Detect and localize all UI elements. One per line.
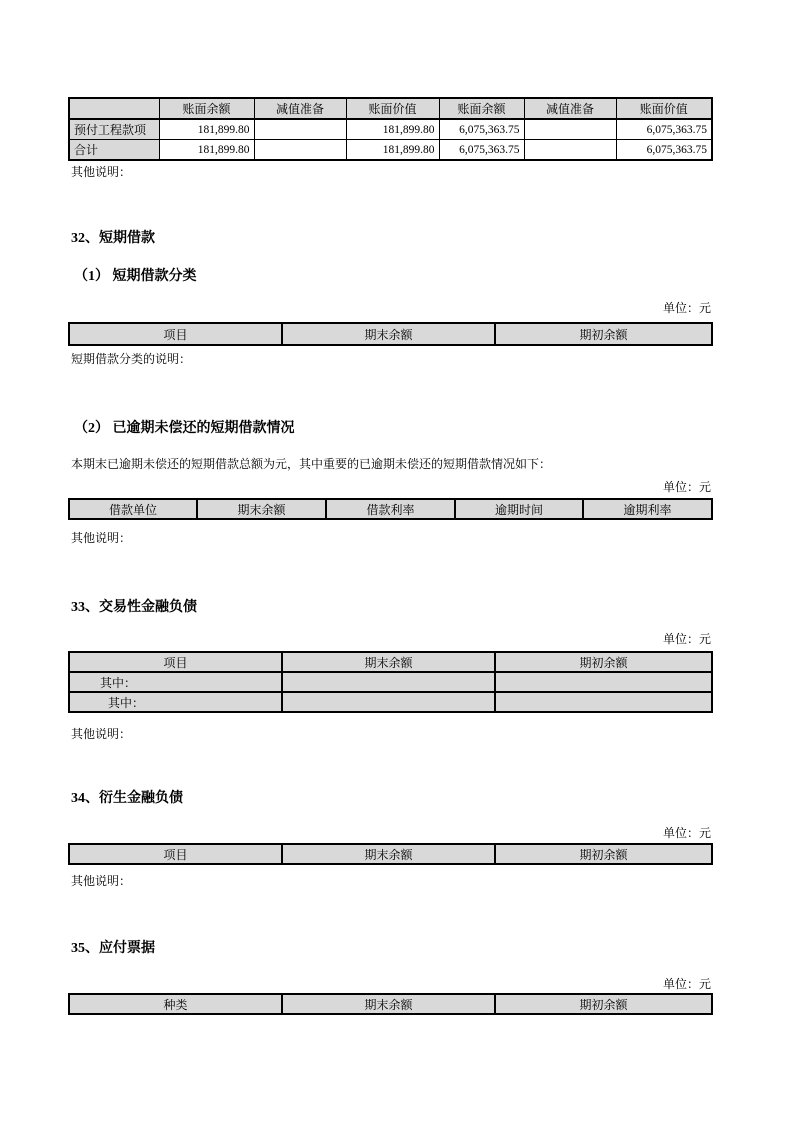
header-cell-closing-balance: 期末余额 [282, 844, 495, 864]
value-cell [524, 119, 616, 140]
other-notes-label: 其他说明： [71, 727, 132, 741]
value-cell [495, 692, 712, 712]
table-header-row [69, 652, 712, 672]
value-cell: 181,899.80 [159, 119, 254, 140]
section-32-title: 32、短期借款 [71, 231, 155, 246]
section-32-1-title: （1） 短期借款分类 [74, 269, 197, 284]
overdue-loans-table [68, 498, 713, 520]
header-cell-impairment-1: 减值准备 [254, 98, 346, 119]
header-cell-book-value-2: 账面价值 [616, 98, 712, 119]
header-cell-item: 项目 [69, 844, 282, 864]
header-cell-closing-balance: 期末余额 [282, 994, 495, 1014]
header-cell-overdue-rate: 逾期利率 [583, 499, 712, 519]
value-cell: 181,899.80 [346, 140, 439, 161]
header-cell-opening-balance: 期初余额 [495, 652, 712, 672]
table-row-including-2 [69, 692, 712, 712]
header-cell-book-value-1: 账面价值 [346, 98, 439, 119]
other-notes-label: 其他说明： [71, 874, 132, 888]
row-label-cell: 其中： [69, 672, 282, 692]
derivative-financial-liabilities-table [68, 843, 713, 865]
overdue-loans-paragraph: 本期末已逾期未偿还的短期借款总额为元，其中重要的已逾期未偿还的短期借款情况如下： [71, 457, 552, 471]
table-row-prepaid-construction [69, 119, 712, 140]
table-header-row [69, 994, 712, 1014]
short-term-loan-classification-table [68, 322, 713, 346]
table-row-including-1 [69, 672, 712, 692]
trading-financial-liabilities-table [68, 651, 713, 713]
header-cell-book-balance-1: 账面余额 [159, 98, 254, 119]
table-header-row [69, 844, 712, 864]
header-cell-book-balance-2: 账面余额 [439, 98, 524, 119]
value-cell: 6,075,363.75 [439, 140, 524, 161]
unit-label: 单位：元 [662, 977, 711, 991]
value-cell: 181,899.80 [159, 140, 254, 161]
header-cell-overdue-time: 逾期时间 [455, 499, 583, 519]
header-cell-closing-balance: 期末余额 [197, 499, 326, 519]
value-cell [495, 672, 712, 692]
header-cell-closing-balance: 期末余额 [282, 652, 495, 672]
header-cell-closing-balance: 期末余额 [282, 323, 495, 345]
header-cell-item: 项目 [69, 323, 282, 345]
section-35-title: 35、应付票据 [71, 941, 155, 956]
table-row-total [69, 140, 712, 161]
header-cell-type: 种类 [69, 994, 282, 1014]
notes-payable-table [68, 993, 713, 1015]
section-34-title: 34、衍生金融负债 [71, 791, 183, 806]
row-label-cell: 其中： [69, 692, 282, 712]
loan-classification-note: 短期借款分类的说明： [71, 352, 192, 366]
section-33-title: 33、交易性金融负债 [71, 600, 197, 615]
row-label-cell: 预付工程款项 [69, 119, 159, 140]
value-cell [282, 692, 495, 712]
value-cell: 6,075,363.75 [616, 140, 712, 161]
table-header-row [69, 98, 712, 119]
other-notes-label: 其他说明： [71, 531, 132, 545]
unit-label: 单位：元 [662, 632, 711, 646]
value-cell [524, 140, 616, 161]
table-header-row [69, 499, 712, 519]
prepayments-table [68, 97, 713, 161]
unit-label: 单位：元 [662, 301, 711, 315]
unit-label: 单位：元 [662, 480, 711, 494]
header-cell-opening-balance: 期初余额 [495, 844, 712, 864]
value-cell [282, 672, 495, 692]
other-notes-label: 其他说明： [71, 165, 132, 179]
value-cell [254, 119, 346, 140]
section-32-2-title: （2） 已逾期未偿还的短期借款情况 [74, 421, 295, 436]
table-header-row [69, 323, 712, 345]
value-cell [254, 140, 346, 161]
value-cell: 6,075,363.75 [616, 119, 712, 140]
header-cell-blank [69, 98, 159, 119]
header-cell-loan-rate: 借款利率 [326, 499, 455, 519]
header-cell-item: 项目 [69, 652, 282, 672]
header-cell-opening-balance: 期初余额 [495, 994, 712, 1014]
value-cell: 6,075,363.75 [439, 119, 524, 140]
header-cell-lender: 借款单位 [69, 499, 197, 519]
unit-label: 单位：元 [662, 826, 711, 840]
row-label-cell: 合计 [69, 140, 159, 161]
header-cell-opening-balance: 期初余额 [495, 323, 712, 345]
value-cell: 181,899.80 [346, 119, 439, 140]
header-cell-impairment-2: 减值准备 [524, 98, 616, 119]
